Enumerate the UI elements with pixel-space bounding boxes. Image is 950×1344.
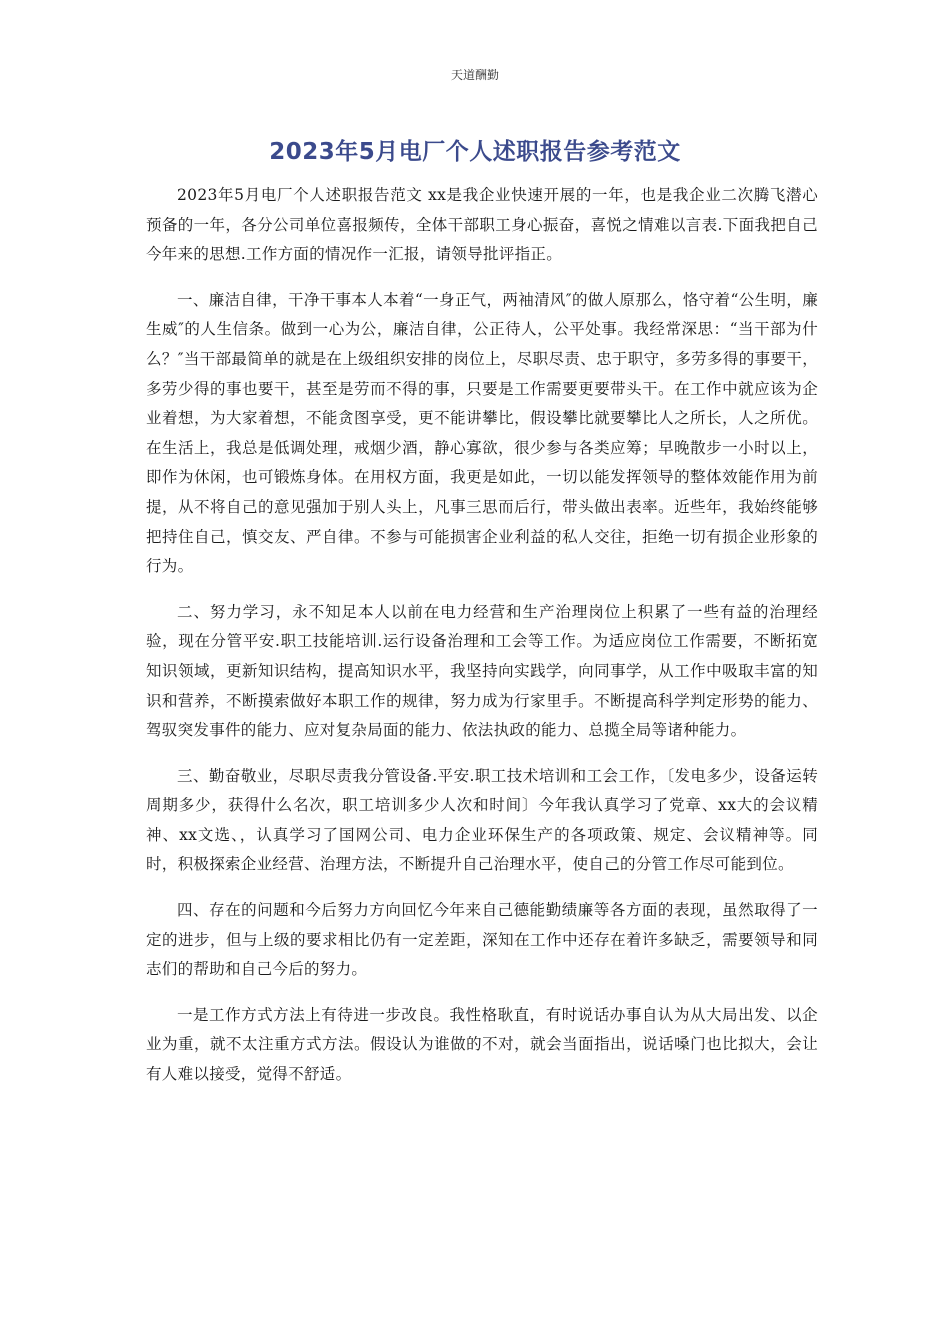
paragraph-section-4: 四、存在的问题和今后努力方向回忆今年来自己德能勤绩廉等各方面的表现，虽然取得了一定的进步，但与上级的要求相比仍有一定差距，深知在工作中还存在着许多缺乏，需要领导和同志们的帮助和自己今后的努力。 <box>146 901 818 979</box>
paragraph-intro: 2023年5月电厂个人述职报告范文 xx是我企业快速开展的一年，也是我企业二次腾飞潜心预备的一年，各分公司单位喜报频传，全体干部职工身心振奋，喜悦之情难以言表.下面我把自己今年来的思想.工作方面的情况作一汇报，请领导批评指正。 <box>146 186 818 264</box>
document-body <box>146 181 818 1106</box>
page-header: 天道酬勤 <box>450 68 499 82</box>
paragraph-section-3: 三、勤奋敬业，尽职尽责我分管设备.平安.职工技术培训和工会工作，〔发电多少，设备运转周期多少，获得什么名次，职工培训多少人次和时间〕今年我认真学习了党章、xx大的会议精神、xx文选、，认真学习了国网公司、电力企业环保生产的各项政策、规定、会议精神等。同时，积极探索企业经营、治理方法，不断提升自己治理水平，使自己的分管工作尽可能到位。 <box>146 766 818 874</box>
paragraph-section-1: 一、廉洁自律，干净干事本人本着“一身正气，两袖清风″的做人原那么，恪守着“公生明，廉生威″的人生信条。做到一心为公，廉洁自律，公正待人，公平处事。我经常深思：“当干部为什么？″当干部最简单的就是在上级组织安排的岗位上，尽职尽责、忠于职守，多劳多得的事要干，多劳少得的事也要干，甚至是劳而不得的事，只要是工作需要更要带头干。在工作中就应该为企业着想，为大家着想，不能贪图享受，更不能讲攀比，假设攀比就要攀比人之所长，人之所优。在生活上，我总是低调处理，戒烟少酒，静心寡欲，很少参与各类应筹；早晚散步一小时以上，即作为休闲，也可锻炼身体。在用权方面，我更是如此，一切以能发挥领导的整体效能作用为前提，从不将自己的意见强加于别人头上，凡事三思而后行，带头做出表率。近些年，我始终能够把持住自己，慎交友、严自律。不参与可能损害企业利益的私人交往，拒绝一切有损企业形象的行为。 <box>146 290 818 576</box>
paragraph-point-1: 一是工作方式方法上有待进一步改良。我性格耿直，有时说话办事自认为从大局出发、以企业为重，就不太注重方式方法。假设认为谁做的不对，就会当面指出，说话嗓门也比拟大，会让有人难以接受，觉得不舒适。 <box>146 1005 818 1084</box>
document-title: 2023年5月电厂个人述职报告参考范文 <box>269 139 681 165</box>
paragraph-section-2: 二、努力学习，永不知足本人以前在电力经营和生产治理岗位上积累了一些有益的治理经验，现在分管平安.职工技能培训.运行设备治理和工会等工作。为适应岗位工作需要，不断拓宽知识领域，更新知识结构，提高知识水平，我坚持向实践学，向同事学，从工作中吸取丰富的知识和营养，不断摸索做好本职工作的规律，努力成为行家里手。不断提高科学判定形势的能力、驾驭突发事件的能力、应对复杂局面的能力、依法执政的能力、总揽全局等诸种能力。 <box>146 602 818 740</box>
